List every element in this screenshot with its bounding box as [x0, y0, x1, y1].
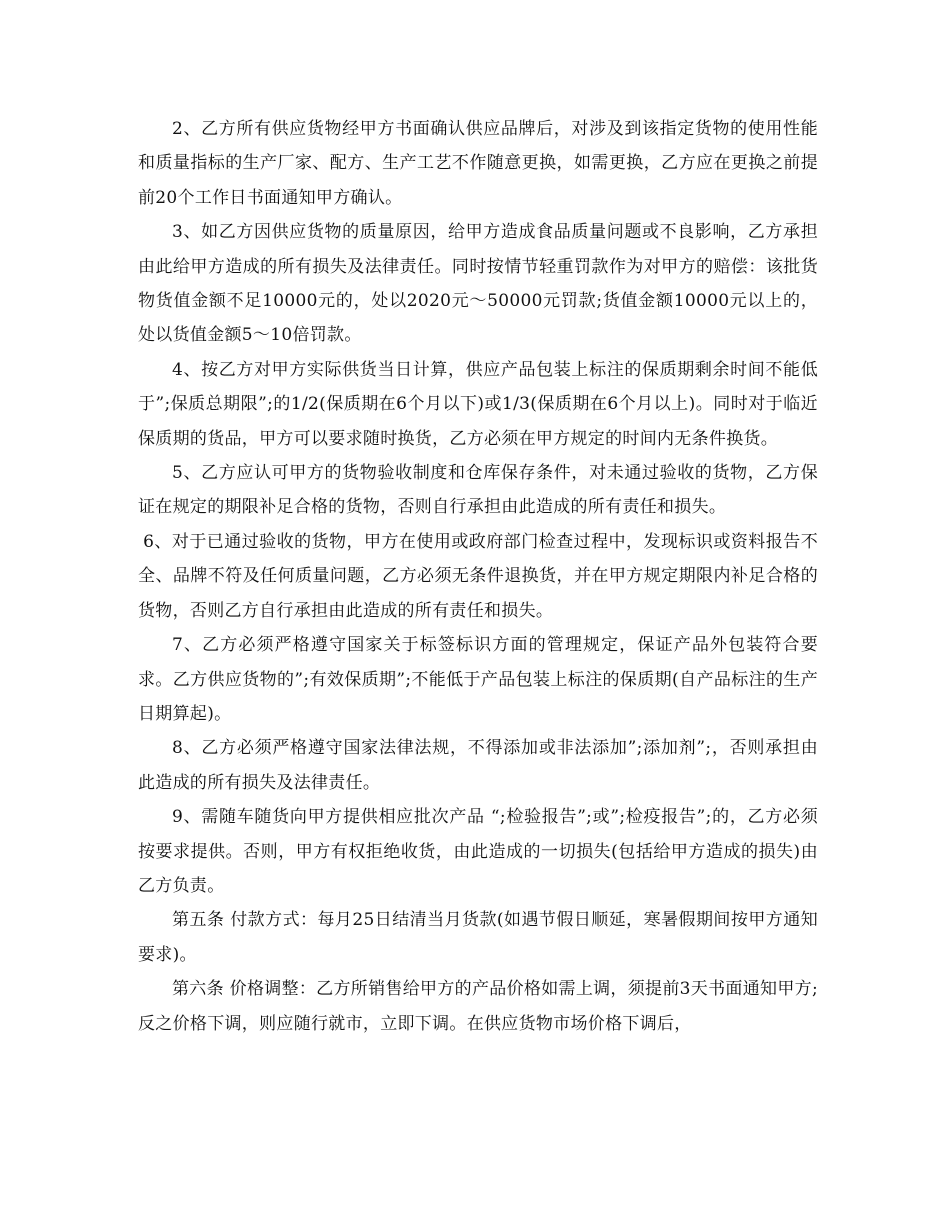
clause-3-paragraph: 3、如乙方因供应货物的质量原因，给甲方造成食品质量问题或不良影响，乙方承担由此给甲方造成的所有损失及法律责任。同时按情节轻重罚款作为对甲方的赔偿：该批货物货值金额不足10000元的，处以2020元～50000元罚款;货值金额10000元以上的，处以货值金额5～10倍罚款。 — [138, 222, 818, 346]
clause-8-paragraph: 8、乙方必须严格遵守国家法律法规，不得添加或非法添加”;添加剂”;，否则承担由此造成的所有损失及法律责任。 — [138, 738, 818, 793]
document-body — [138, 112, 818, 1041]
clause-7-paragraph: 7、乙方必须严格遵守国家关于标签标识方面的管理规定，保证产品外包装符合要求。乙方供应货物的”;有效保质期”;不能低于产品包装上标注的保质期(自产品标注的生产日期算起)。 — [138, 635, 818, 724]
clause-6-paragraph: 6、对于已通过验收的货物，甲方在使用或政府部门检查过程中，发现标识或资料报告不全、品牌不符及任何质量问题，乙方必须无条件退换货，并在甲方规定期限内补足合格的货物，否则乙方自行承担由此造成的所有责任和损失。 — [138, 531, 818, 621]
clause-9-paragraph: 9、需随车随货向甲方提供相应批次产品 “;检验报告”;或”;检疫报告”;的，乙方必须按要求提供。否则，甲方有权拒绝收货，由此造成的一切损失(包括给甲方造成的损失)由乙方负责。 — [138, 807, 818, 896]
article-5-payment-paragraph: 第五条 付款方式：每月25日结清当月货款(如遇节假日顺延，寒暑假期间按甲方通知要求)。 — [138, 910, 818, 965]
clause-2-paragraph: 2、乙方所有供应货物经甲方书面确认供应品牌后，对涉及到该指定货物的使用性能和质量指标的生产厂家、配方、生产工艺不作随意更换，如需更换，乙方应在更换之前提前20个工作日书面通知甲方确认。 — [138, 119, 818, 208]
clause-5-paragraph: 5、乙方应认可甲方的货物验收制度和仓库保存条件，对未通过验收的货物，乙方保证在规定的期限补足合格的货物，否则自行承担由此造成的所有责任和损失。 — [138, 463, 818, 518]
clause-4-paragraph: 4、按乙方对甲方实际供货当日计算，供应产品包装上标注的保质期剩余时间不能低于”;保质总期限”;的1/2(保质期在6个月以下)或1/3(保质期在6个月以上)。同时对于临近保质期的货品，甲方可以要求随时换货，乙方必须在甲方规定的时间内无条件换货。 — [138, 359, 818, 449]
article-6-price-paragraph: 第六条 价格调整：乙方所销售给甲方的产品价格如需上调，须提前3天书面通知甲方;反之价格下调，则应随行就市，立即下调。在供应货物市场价格下调后， — [138, 979, 818, 1034]
